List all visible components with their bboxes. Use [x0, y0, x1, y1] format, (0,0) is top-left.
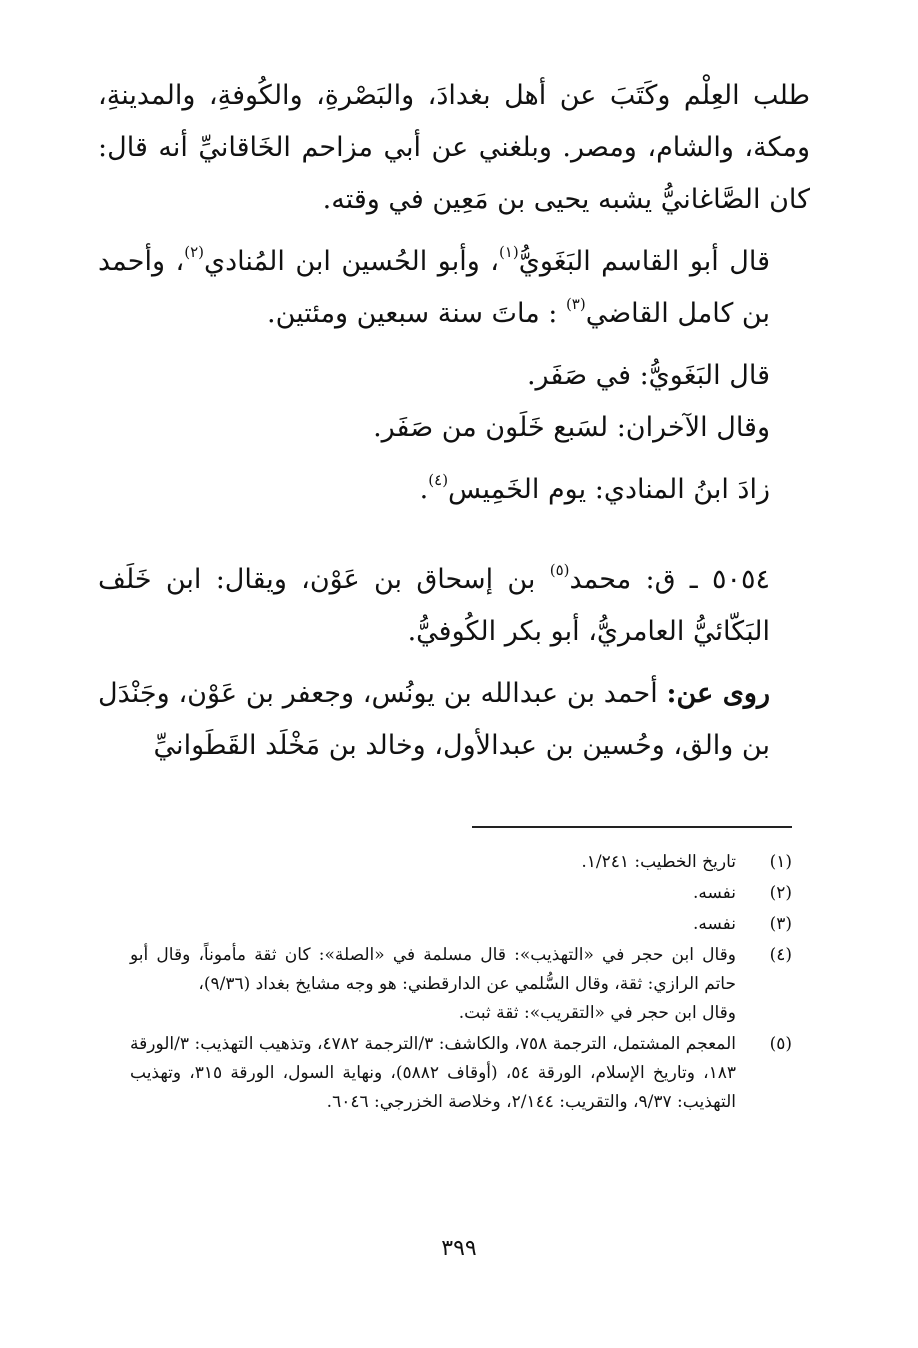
- paragraph-narrated-from: [98, 668, 810, 772]
- footnote-text: نفسه.: [692, 914, 736, 934]
- footnote-ref[interactable]: (٣): [565, 295, 586, 313]
- footnote: [130, 910, 792, 939]
- footnote-number: (٥): [769, 1034, 792, 1054]
- text-segment: ، وأحمد بن كامل القاضي: [98, 246, 770, 329]
- line-baghawi: قال البَغَويُّ: في صَفَر.: [526, 360, 770, 391]
- footnote-text: وقال ابن حجر في «التهذيب»: قال مسلمة في «الصلة»: كان ثقة مأموناً، وقال أبو حاتم الرازي: ثقة، وقال السُّلمي عن الدارقطني: هو وجه مشايخ بغداد (٩/٣٦)،: [130, 945, 736, 994]
- entry-number: ٥٠٥٤ ـ ق:: [645, 564, 770, 595]
- footnote-text: المعجم المشتمل، الترجمة ٧٥٨، والكاشف: ٣/الترجمة ٤٧٨٢، وتذهيب التهذيب: ٣/الورقة ١٨٣، وتاريخ الإسلام، الورقة ٥٤، (أوقاف ٥٨٨٢)، ونهاية السول، الورقة ٣١٥، وتهذيب التهذيب: ٩/٣٧، والتقريب: ٢/١٤٤، وخلاصة الخزرجي: ٦٠٤٦.: [130, 1034, 737, 1112]
- footnote-divider: [472, 826, 792, 828]
- text-segment: : ماتَ سنة سبعين ومئتين.: [266, 298, 558, 329]
- text-line: كان الصَّاغانيُّ يشبه يحيى بن مَعِين في وقته.: [322, 184, 810, 215]
- footnote-number: (٢): [769, 883, 792, 903]
- footnote-text: وقال ابن حجر في «التقريب»: ثقة ثبت.: [458, 1003, 736, 1023]
- page-number: ٣٩٩: [441, 1236, 477, 1261]
- footnote: [130, 1030, 792, 1117]
- main-text: [98, 70, 810, 772]
- narrated-from-label: روى عن:: [666, 678, 770, 709]
- text-segment: ، وأبو الحُسين ابن المُنادي: [203, 246, 499, 277]
- footnote-ref[interactable]: (٥): [549, 561, 570, 579]
- footnote-text: تاريخ الخطيب: ١/٢٤١.: [581, 852, 736, 872]
- footnote: [130, 879, 792, 908]
- footnote-ref[interactable]: (١): [498, 243, 519, 261]
- narrated-from-text: أحمد بن عبدالله بن يونُس، وجعفر بن عَوْن، وجَنْدَل بن والق، وحُسين بن عبدالأول، وخالد بن مَخْلَد القَطَوانيِّ: [98, 678, 770, 761]
- footnote-ref[interactable]: (٤): [428, 471, 449, 489]
- text-segment: .: [419, 474, 429, 505]
- entry-lineage: بن إسحاق بن عَوْن، ويقال: ابن خَلَف البَكّائيُّ العامريُّ، أبو بكر الكُوفيُّ.: [98, 564, 770, 647]
- footnote-ref[interactable]: (٢): [184, 243, 204, 261]
- entry-heading: [98, 554, 810, 658]
- footnote-number: (٣): [769, 914, 792, 934]
- text-segment: زادَ ابنُ المنادي: يوم الخَمِيس: [448, 474, 770, 505]
- footnote-number: (١): [769, 852, 792, 872]
- line-ibn-munadi: [98, 464, 810, 516]
- line-others: وقال الآخران: لسَبع خَلَون من صَفَر.: [373, 412, 770, 443]
- footnote: [130, 941, 792, 1028]
- entry-name: محمد: [569, 564, 632, 595]
- text-segment: قال أبو القاسم البَغَويُّ: [518, 246, 771, 277]
- paragraph-death-date: [98, 236, 810, 340]
- text-line: ومكة، والشام، ومصر. وبلغني عن أبي مزاحم الخَاقانيِّ أنه قال:: [98, 132, 810, 163]
- text-line: طلب العِلْم وكَتَبَ عن أهل بغدادَ، والبَصْرةِ، والكُوفةِ، والمدينةِ،: [98, 80, 810, 111]
- footnotes: [130, 848, 792, 1119]
- footnote: [130, 848, 792, 877]
- paragraph-biography: [98, 70, 810, 226]
- footnote-text: نفسه.: [692, 883, 736, 903]
- footnote-number: (٤): [769, 945, 792, 965]
